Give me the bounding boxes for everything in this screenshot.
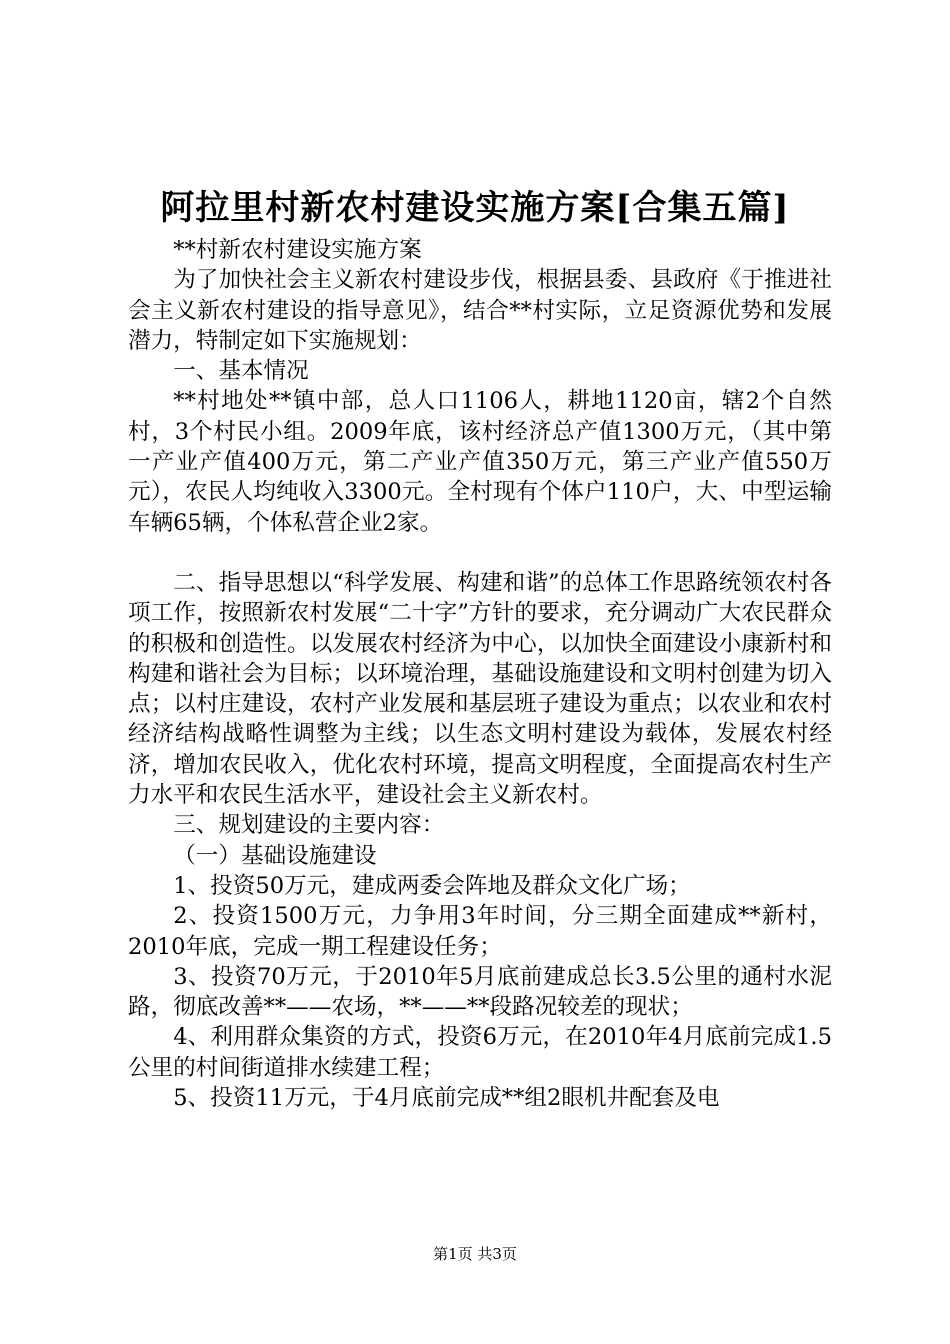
list-item: 2、投资1500万元，力争用3年时间，分三期全面建成**新村，2010年底，完成一期工程建设任务； (128, 903, 832, 960)
list-item: 5、投资11万元，于4月底前完成**组2眼机井配套及电 (173, 1085, 720, 1112)
section-heading-content: 三、规划建设的主要内容： (173, 812, 445, 839)
section-heading-basic: 一、基本情况 (173, 358, 309, 385)
guiding-ideology-paragraph: 二、指导思想以“科学发展、构建和谐”的总体工作思路统领农村各项工作，按照新农村发展“二十字”方针的要求，充分调动广大农民群众的积极和创造性。以发展农村经济为中心，以加快全面建设小康新村和构建和谐社会为目标；以环境治理，基础设施建设和文明村创建为切入点；以村庄建设，农村产业发展和基层班子建设为重点；以农业和农村经济结构战略性调整为主线；以生态文明村建设为载体，发展农村经济，增加农民收入，优化农村环境，提高文明程度，全面提高农村生产力水平和农民生活水平，建设社会主义新农村。 (128, 569, 832, 809)
document-body (128, 235, 832, 1113)
basic-situation-paragraph: **村地处**镇中部，总人口1106人，耕地1120亩，辖2个自然村，3个村民小组。2009年底，该村经济总产值1300万元，（其中第一产业产值400万元，第二产业产值350万元，第三产业产值550万元），农民人均纯收入3300元。全村现有个体户110户，大、中型运输车辆65辆，个体私营企业2家。 (128, 388, 832, 536)
plan-subtitle: **村新农村建设实施方案 (173, 237, 422, 263)
document-title: 阿拉里村新农村建设实施方案[合集五篇] (160, 188, 790, 228)
intro-paragraph: 为了加快社会主义新农村建设步伐，根据县委、县政府《于推进社会主义新农村建设的指导意见》，结合**村实际，立足资源优势和发展潜力，特制定如下实施规划： (128, 267, 832, 354)
page-footer: 第1页 共3页 (433, 1245, 517, 1263)
list-item: 1、投资50万元，建成两委会阵地及群众文化广场； (173, 872, 691, 899)
subsection-heading-infrastructure: （一）基础设施建设 (173, 842, 377, 869)
list-item: 3、投资70万元，于2010年5月底前建成总长3.5公里的通村水泥路，彻底改善**——农场，**——**段路况较差的现状； (128, 963, 832, 1021)
list-item: 4、利用群众集资的方式，投资6万元，在2010年4月底前完成1.5公里的村间街道排水续建工程； (128, 1024, 832, 1081)
